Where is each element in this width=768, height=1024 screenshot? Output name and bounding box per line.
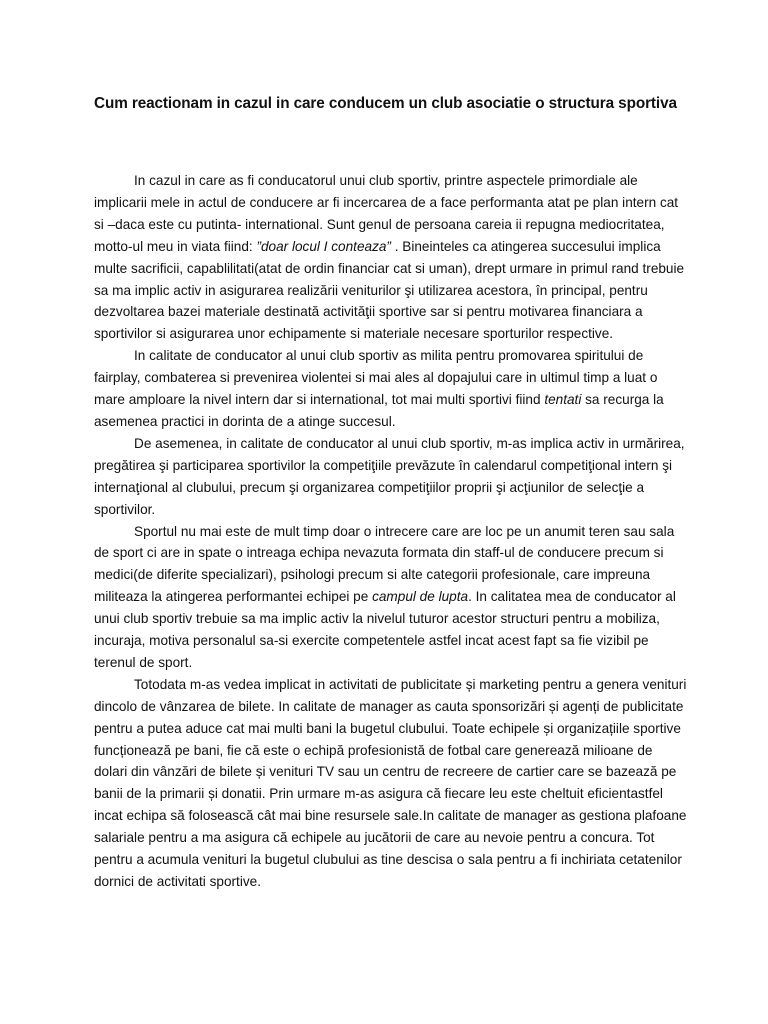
paragraph-2-emphasis: tentati — [544, 392, 582, 408]
paragraph-4 — [94, 521, 688, 674]
document-title: Cum reactionam in cazul in care conducem un club asociatie o structura sportiva — [94, 95, 677, 112]
paragraph-1-motto: ”doar locul I conteaza” — [256, 238, 391, 254]
paragraph-2-text-b: sa recurga la asemenea practici in dorinta de a atinge succesul. — [94, 392, 664, 429]
paragraph-1-text-a: In cazul in care as fi conducatorul unui club sportiv, printre aspectele primordiale ale implicarii mele in actul de conducere ar fi incercarea de a face performanta atat pe plan intern cat si –daca este cu putinta- international. Sunt genul de persoana careia ii repugna mediocritatea, motto-ul meu in viata fiind: — [94, 173, 679, 254]
paragraph-1-text-b: . Bineinteles ca atingerea succesului implica multe sacrificii, capablilitati(atat de ordin financiar cat si uman), drept urmare in primul rand trebuie sa ma implic activ in asigurarea realizării veniturilor şi utilizarea acestora, în principal, pentru dezvoltarea bazei materiale destinată activităţii sportive sar si pentru motivarea financiara a sportivilor si asigurarea unor echipamente si materiale necesare sporturilor respective. — [94, 238, 685, 342]
paragraph-5 — [94, 674, 688, 893]
paragraph-3-text: De asemenea, in calitate de conducator al unui club sportiv, m-as implica activ in urmărirea, pregătirea şi participarea sportivilor la competiţiile prevăzute în calendarul competiţional intern şi internaţional al clubului, precum şi organizarea competiţiilor proprii şi acţiunilor de selecţie a sportivilor. — [94, 435, 685, 517]
document-body — [94, 170, 688, 893]
paragraph-2-text-a: In calitate de conducator al unui club sportiv as milita pentru promovarea spiritului de fairplay, combaterea si prevenirea violentei si mai ales al dopajului care in ultimul timp a luat o mare amploare la nivel intern dar si international, tot mai multi sportivi fiind — [94, 348, 658, 408]
paragraph-5-text: Totodata m-as vedea implicat in activitati de publicitate și marketing pentru a genera venituri dincolo de vânzarea de bilete. In calitate de manager as cauta sponsorizări și agenți de publicitate pentru a putea aduce cat mai multi bani la bugetul clubului. Toate echipele și organizațiile sportive funcționează pe bani, fie că este o echipă profesionistă de fotbal care generează milioane de dolari din vânzări de bilete și venituri TV sau un centru de recreere de cartier care se bazează pe banii de la primarii și donatii. Prin urmare m-as asigura că fiecare leu este cheltuit eficientastfel incat echipa să folosească cât mai bine resursele sale.In calitate de manager as gestiona plafoane salariale pentru a ma asigura că echipele au jucătorii de care au nevoie pentru a concura. Tot pentru a acumula venituri la bugetul clubului as tine descisa o sala pentru a fi inchiriata cetatenilor dornici de activitati sportive. — [94, 676, 687, 889]
paragraph-4-text-b: . In calitatea mea de conducator al unui club sportiv trebuie sa ma implic activ la nivelul tuturor acestor structuri pentru a mobiliza, incuraja, motiva personalul sa-si exercite competentele astfel incat acest fapt sa fie vizibil pe terenul de sport. — [94, 589, 676, 670]
paragraph-4-emphasis: campul de lupta — [372, 589, 469, 605]
paragraph-1 — [94, 170, 688, 345]
paragraph-2 — [94, 345, 688, 433]
paragraph-4-text-a: Sportul nu mai este de mult timp doar o intrecere care are loc pe un anumit teren sau sala de sport ci are in spate o intreaga echipa nevazuta formata din staff-ul de conducere precum si medici(de diferite specializari), psihologi precum si alte categorii profesionale, care impreuna militeaza la atingerea performantei echipei pe — [94, 523, 675, 605]
paragraph-3 — [94, 433, 688, 521]
